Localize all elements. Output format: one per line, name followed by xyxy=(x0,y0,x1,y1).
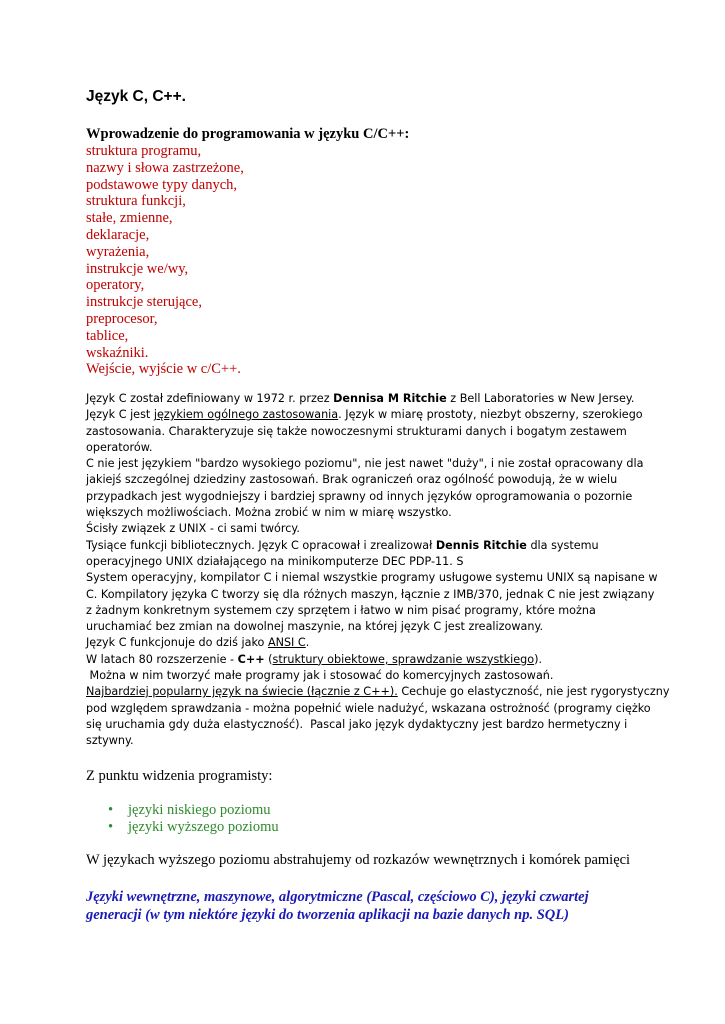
list-item: wskaźniki. xyxy=(86,344,149,361)
body-line: Język C funkcjonuje do dziś jako ANSI C. xyxy=(86,636,310,650)
body-line: C nie jest językiem "bardzo wysokiego poziomu", nie jest nawet "duży", i nie został opracowany dla xyxy=(86,457,644,471)
body-line: Ścisły związek z UNIX - ci sami twórcy. xyxy=(86,522,300,536)
ansi-c-link[interactable]: ANSI C xyxy=(267,636,306,650)
list-item: tablice, xyxy=(86,327,129,344)
body-line: uruchamiać bez zmian na dowolnej maszynie, na której język C jest zrealizowany. xyxy=(86,620,544,634)
list-item: wyrażenia, xyxy=(86,243,150,260)
list-item: • języki wyższego poziomu xyxy=(108,819,279,835)
body-line: sztywny. xyxy=(86,734,134,748)
general-purpose-link[interactable]: językiem ogólnego zastosowania xyxy=(153,408,339,422)
list-item: nazwy i słowa zastrzeżone, xyxy=(86,159,244,176)
list-item: stałe, zmienne, xyxy=(86,210,173,227)
body-line: się uruchamia gdy duża elastyczność). Pascal jako język dydaktyczny jest bardzo hermetyczny i xyxy=(86,717,628,731)
object-structures-link[interactable]: struktury obiektowe, sprawdzanie wszystkiego xyxy=(272,652,535,666)
abstraction-line: W językach wyższego poziomu abstrahujemy od rozkazów wewnętrznych i komórek pamięci xyxy=(86,852,631,868)
author-name: Dennis Ritchie xyxy=(435,538,527,552)
cpp-label: C++ xyxy=(237,652,265,666)
body-line: operacyjnego UNIX działającego na minikomputerze DEC PDP-11. S xyxy=(86,554,464,568)
body-line: Tysiące funkcji bibliotecznych. Język C opracował i zrealizował Dennis Ritchie dla systemu xyxy=(86,538,599,552)
list-item: • języki niskiego poziomu xyxy=(108,802,271,818)
body-line: Język C jest językiem ogólnego zastosowania. Język w miarę prostoty, niezbyt obszerny, szerokiego xyxy=(86,408,643,422)
list-item: struktura funkcji, xyxy=(86,193,186,210)
body-line: z żadnym konkretnym systemem czy sprzętem i łatwo w nim pisać programy, które można xyxy=(86,603,596,617)
body-line: pod względem sprawdzania - można popełnić wiele nadużyć, wskazana ostrożność (programy ciężko xyxy=(86,701,651,715)
document-title: Język C, C++. xyxy=(86,88,186,105)
body-line: Można w nim tworzyć małe programy jak i stosować do komercyjnych zastosowań. xyxy=(86,669,554,683)
programmer-view-heading: Z punktu widzenia programisty: xyxy=(86,768,273,784)
list-item: struktura programu, xyxy=(86,143,202,159)
body-line: zastosowania. Charakteryzuje się także nowoczesnymi strukturami danych i bogatym zestawem xyxy=(86,424,627,438)
list-item: podstawowe typy danych, xyxy=(86,176,238,193)
body-line: C. Kompilatory języka C tworzy się dla różnych maszyn, łącznie z IMB/370, jednak C nie jest związany xyxy=(86,587,655,601)
body-line: większych możliwościach. Można zrobić w nim w miarę wszystko. xyxy=(86,506,452,520)
list-item: instrukcje sterujące, xyxy=(86,294,202,311)
language-levels-list xyxy=(108,802,279,836)
author-name: Dennisa M Ritchie xyxy=(333,392,447,405)
body-line: System operacyjny, kompilator C i niemal wszystkie programy usługowe systemu UNIX są napisane w xyxy=(86,571,658,585)
most-popular-link[interactable]: Najbardziej popularny język na świecie (łącznie z C++). xyxy=(86,685,398,699)
body-line: Język C został zdefiniowany w 1972 r. przez Dennisa M Ritchie z Bell Laboratories w New Jersey. xyxy=(86,392,635,405)
list-item: preprocesor, xyxy=(86,310,158,327)
bullet-icon: • xyxy=(108,802,114,818)
bullet-icon: • xyxy=(108,819,114,835)
list-item: deklaracje, xyxy=(86,226,150,243)
intro-heading: Wprowadzenie do programowania w języku C/C++: xyxy=(86,126,410,142)
body-text xyxy=(86,391,670,750)
body-line: W latach 80 rozszerzenie - C++ (struktury obiektowe, sprawdzanie wszystkiego). xyxy=(86,652,543,666)
list-item: operatory, xyxy=(86,277,145,294)
body-line: przypadkach jest wygodniejszy i bardziej sprawny od innych języków oprogramowania o pozornie xyxy=(86,489,633,503)
body-line: operatorów. xyxy=(86,440,153,454)
list-item: instrukcje we/wy, xyxy=(86,260,189,277)
languages-note: Języki wewnętrzne, maszynowe, algorytmiczne (Pascal, częściowo C), języki czwartej generacji (w tym niektóre języki do tworzenia aplikacji na bazie danych np. SQL) xyxy=(86,889,589,923)
body-line: jakiejś szczególnej dziedziny zastosowań. Brak ograniczeń oraz ogólność powodują, że w wielu xyxy=(86,473,618,487)
list-item: Wejście, wyjście w c/C++. xyxy=(86,361,241,378)
body-line: Najbardziej popularny język na świecie (łącznie z C++). Cechuje go elastyczność, nie jest rygorystyczny xyxy=(86,685,670,699)
topics-list xyxy=(86,143,244,378)
